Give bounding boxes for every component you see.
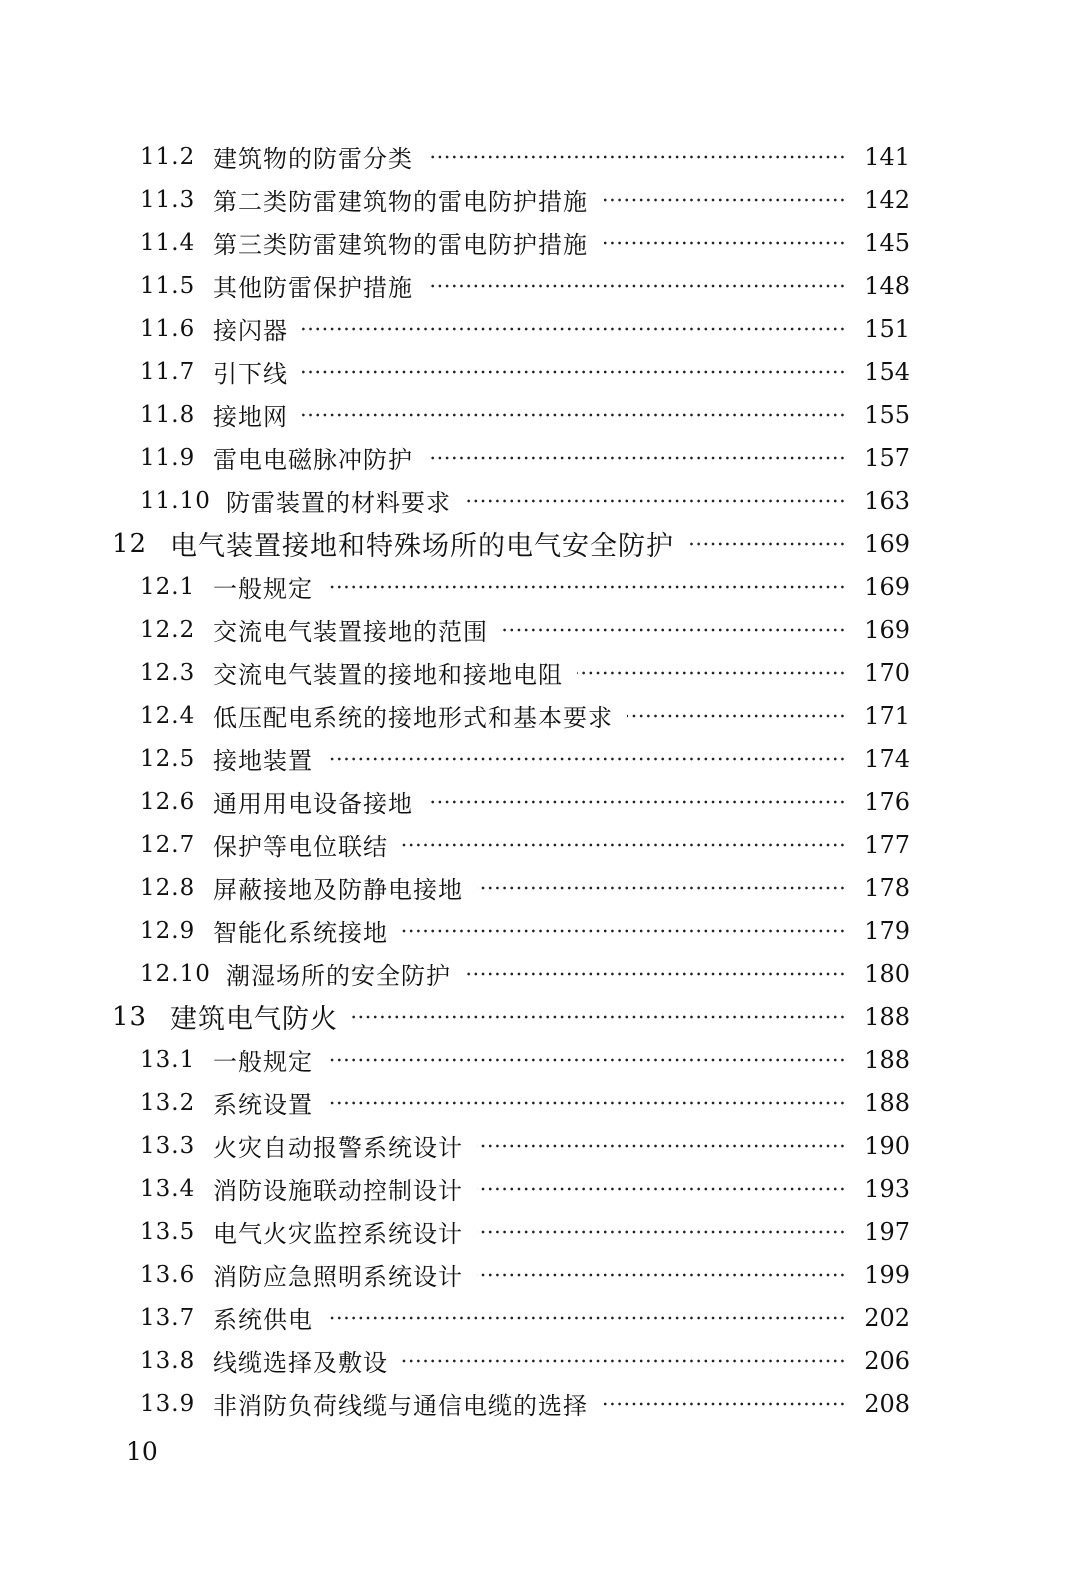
toc-entry[interactable] bbox=[0, 780, 1080, 823]
toc-entry[interactable] bbox=[0, 350, 1080, 393]
toc-entry-title: 接地装置 bbox=[213, 747, 313, 775]
dot-leader bbox=[302, 403, 846, 427]
toc-entry[interactable] bbox=[0, 694, 1080, 737]
toc-entry-title: 第三类防雷建筑物的雷电防护措施 bbox=[213, 231, 588, 259]
toc-entry-page: 197 bbox=[864, 1217, 910, 1246]
toc-entry-number: 12.9 bbox=[140, 917, 196, 944]
dot-leader bbox=[688, 532, 846, 556]
toc-entry-title: 屏蔽接地及防静电接地 bbox=[213, 876, 463, 904]
toc-entry-title: 低压配电系统的接地形式和基本要求 bbox=[213, 704, 613, 732]
toc-entry-number: 11.8 bbox=[140, 401, 196, 428]
page-number: 10 bbox=[126, 1437, 158, 1466]
dot-leader bbox=[427, 446, 846, 470]
toc-entry[interactable] bbox=[0, 479, 1080, 522]
toc-entry-title: 保护等电位联结 bbox=[213, 833, 388, 861]
toc-entry-page: 180 bbox=[864, 959, 910, 988]
toc-entry-number: 11.7 bbox=[140, 358, 196, 385]
toc-entry-number: 13.4 bbox=[140, 1175, 196, 1202]
toc-entry-page: 188 bbox=[864, 1088, 910, 1117]
toc-entry[interactable] bbox=[0, 1253, 1080, 1296]
toc-entry-page: 151 bbox=[864, 314, 910, 343]
toc-entry-page: 142 bbox=[864, 185, 910, 214]
toc-entry-page: 188 bbox=[864, 1045, 910, 1074]
toc-chapter-title: 电气装置接地和特殊场所的电气安全防护 bbox=[170, 531, 674, 562]
toc-entry-number: 12.2 bbox=[140, 616, 196, 643]
toc-entry[interactable] bbox=[0, 1339, 1080, 1382]
toc-entry[interactable] bbox=[0, 909, 1080, 952]
dot-leader bbox=[402, 833, 846, 857]
toc-entry-number: 13.2 bbox=[140, 1089, 196, 1116]
toc-entry-title: 雷电电磁脉冲防护 bbox=[213, 446, 413, 474]
dot-leader bbox=[327, 575, 846, 599]
toc-entry-page: 199 bbox=[864, 1260, 910, 1289]
toc-entry-page: 155 bbox=[864, 400, 910, 429]
toc-entry-page: 174 bbox=[864, 744, 910, 773]
toc-entry-title: 接闪器 bbox=[213, 317, 288, 345]
toc-entry[interactable] bbox=[0, 1210, 1080, 1253]
toc-entry[interactable] bbox=[0, 436, 1080, 479]
toc-entry-page: 190 bbox=[864, 1131, 910, 1160]
toc-chapter[interactable] bbox=[0, 522, 1080, 565]
toc-entry-title: 接地网 bbox=[213, 403, 288, 431]
toc-entry[interactable] bbox=[0, 1038, 1080, 1081]
toc-entry-title: 消防设施联动控制设计 bbox=[213, 1177, 463, 1205]
table-of-contents bbox=[0, 135, 1080, 1425]
dot-leader bbox=[465, 489, 846, 513]
toc-entry-page: 178 bbox=[864, 873, 910, 902]
toc-entry-page: 171 bbox=[864, 701, 910, 730]
toc-entry-page: 145 bbox=[864, 228, 910, 257]
toc-entry-number: 13.1 bbox=[140, 1046, 196, 1073]
dot-leader bbox=[477, 1177, 846, 1201]
toc-entry[interactable] bbox=[0, 178, 1080, 221]
dot-leader bbox=[327, 1306, 846, 1330]
toc-entry-number: 13.6 bbox=[140, 1261, 196, 1288]
toc-entry-page: 176 bbox=[864, 787, 910, 816]
toc-entry[interactable] bbox=[0, 393, 1080, 436]
toc-entry[interactable] bbox=[0, 1382, 1080, 1425]
toc-entry[interactable] bbox=[0, 1167, 1080, 1210]
toc-entry-page: 148 bbox=[864, 271, 910, 300]
toc-entry-title: 非消防负荷线缆与通信电缆的选择 bbox=[213, 1392, 588, 1420]
toc-chapter-title: 建筑电气防火 bbox=[170, 1004, 338, 1035]
toc-entry-page: 208 bbox=[864, 1389, 910, 1418]
toc-entry-number: 11.2 bbox=[140, 143, 196, 170]
toc-entry-title: 防雷装置的材料要求 bbox=[226, 489, 451, 517]
toc-entry-title: 潮湿场所的安全防护 bbox=[226, 962, 451, 990]
dot-leader bbox=[465, 962, 846, 986]
dot-leader bbox=[427, 790, 846, 814]
toc-entry-number: 11.3 bbox=[140, 186, 196, 213]
toc-entry-page: 169 bbox=[864, 615, 910, 644]
dot-leader bbox=[477, 876, 846, 900]
toc-entry[interactable] bbox=[0, 135, 1080, 178]
toc-entry[interactable] bbox=[0, 866, 1080, 909]
dot-leader bbox=[327, 747, 846, 771]
dot-leader bbox=[602, 1392, 846, 1416]
toc-chapter[interactable] bbox=[0, 995, 1080, 1038]
toc-entry[interactable] bbox=[0, 952, 1080, 995]
toc-entry-title: 智能化系统接地 bbox=[213, 919, 388, 947]
dot-leader bbox=[477, 1263, 846, 1287]
toc-entry[interactable] bbox=[0, 823, 1080, 866]
toc-entry-page: 157 bbox=[864, 443, 910, 472]
toc-entry-number: 11.4 bbox=[140, 229, 196, 256]
dot-leader bbox=[302, 317, 846, 341]
dot-leader bbox=[477, 1134, 846, 1158]
toc-entry-number: 13.5 bbox=[140, 1218, 196, 1245]
toc-entry-page: 193 bbox=[864, 1174, 910, 1203]
toc-entry-number: 12.5 bbox=[140, 745, 196, 772]
toc-entry-page: 170 bbox=[864, 658, 910, 687]
toc-entry-title: 交流电气装置的接地和接地电阻 bbox=[213, 661, 563, 689]
toc-entry[interactable] bbox=[0, 307, 1080, 350]
dot-leader bbox=[577, 661, 846, 685]
toc-entry[interactable] bbox=[0, 221, 1080, 264]
toc-entry-page: 163 bbox=[864, 486, 910, 515]
toc-entry-page: 154 bbox=[864, 357, 910, 386]
toc-entry-page: 179 bbox=[864, 916, 910, 945]
toc-entry-number: 13.7 bbox=[140, 1304, 196, 1331]
toc-entry-number: 11.6 bbox=[140, 315, 196, 342]
toc-entry-number: 13.3 bbox=[140, 1132, 196, 1159]
toc-entry-title: 系统供电 bbox=[213, 1306, 313, 1334]
dot-leader bbox=[477, 1220, 846, 1244]
toc-entry-page: 169 bbox=[864, 572, 910, 601]
toc-entry[interactable] bbox=[0, 737, 1080, 780]
toc-entry-number: 11.5 bbox=[140, 272, 196, 299]
dot-leader bbox=[427, 274, 846, 298]
toc-entry-title: 一般规定 bbox=[213, 1048, 313, 1076]
toc-entry[interactable] bbox=[0, 1124, 1080, 1167]
toc-entry-page: 206 bbox=[864, 1346, 910, 1375]
toc-entry[interactable] bbox=[0, 1296, 1080, 1339]
toc-chapter-page: 169 bbox=[864, 529, 910, 558]
toc-entry-number: 13.8 bbox=[140, 1347, 196, 1374]
toc-entry-title: 系统设置 bbox=[213, 1091, 313, 1119]
dot-leader bbox=[352, 1005, 846, 1029]
dot-leader bbox=[327, 1091, 846, 1115]
toc-entry-title: 线缆选择及敷设 bbox=[213, 1349, 388, 1377]
toc-chapter-number: 13 bbox=[112, 1001, 148, 1032]
toc-entry-title: 通用用电设备接地 bbox=[213, 790, 413, 818]
toc-entry[interactable] bbox=[0, 565, 1080, 608]
dot-leader bbox=[402, 1349, 846, 1373]
toc-entry-number: 13.9 bbox=[140, 1390, 196, 1417]
toc-entry-number: 12.1 bbox=[140, 573, 196, 600]
toc-entry-number: 11.9 bbox=[140, 444, 196, 471]
toc-entry[interactable] bbox=[0, 264, 1080, 307]
toc-entry-title: 电气火灾监控系统设计 bbox=[213, 1220, 463, 1248]
toc-entry-number: 12.6 bbox=[140, 788, 196, 815]
toc-entry-title: 其他防雷保护措施 bbox=[213, 274, 413, 302]
toc-entry-title: 建筑物的防雷分类 bbox=[213, 145, 413, 173]
toc-chapter-page: 188 bbox=[864, 1002, 910, 1031]
toc-entry-number: 12.3 bbox=[140, 659, 196, 686]
toc-entry-title: 交流电气装置接地的范围 bbox=[213, 618, 488, 646]
dot-leader bbox=[502, 618, 846, 642]
toc-entry-title: 火灾自动报警系统设计 bbox=[213, 1134, 463, 1162]
toc-entry-title: 第二类防雷建筑物的雷电防护措施 bbox=[213, 188, 588, 216]
dot-leader bbox=[427, 145, 846, 169]
dot-leader bbox=[602, 188, 846, 212]
toc-entry-title: 引下线 bbox=[213, 360, 288, 388]
dot-leader bbox=[627, 704, 846, 728]
dot-leader bbox=[327, 1048, 846, 1072]
dot-leader bbox=[402, 919, 846, 943]
toc-entry[interactable] bbox=[0, 608, 1080, 651]
toc-entry-page: 202 bbox=[864, 1303, 910, 1332]
dot-leader bbox=[602, 231, 846, 255]
toc-entry-title: 消防应急照明系统设计 bbox=[213, 1263, 463, 1291]
dot-leader bbox=[302, 360, 846, 384]
toc-entry-number: 12.8 bbox=[140, 874, 196, 901]
toc-chapter-number: 12 bbox=[112, 528, 148, 559]
toc-entry-page: 177 bbox=[864, 830, 910, 859]
toc-entry-title: 一般规定 bbox=[213, 575, 313, 603]
toc-entry-number: 11.10 bbox=[140, 487, 211, 514]
toc-entry-page: 141 bbox=[864, 142, 910, 171]
toc-entry[interactable] bbox=[0, 651, 1080, 694]
toc-entry-number: 12.4 bbox=[140, 702, 196, 729]
toc-entry-number: 12.7 bbox=[140, 831, 196, 858]
toc-entry-number: 12.10 bbox=[140, 960, 211, 987]
toc-entry[interactable] bbox=[0, 1081, 1080, 1124]
